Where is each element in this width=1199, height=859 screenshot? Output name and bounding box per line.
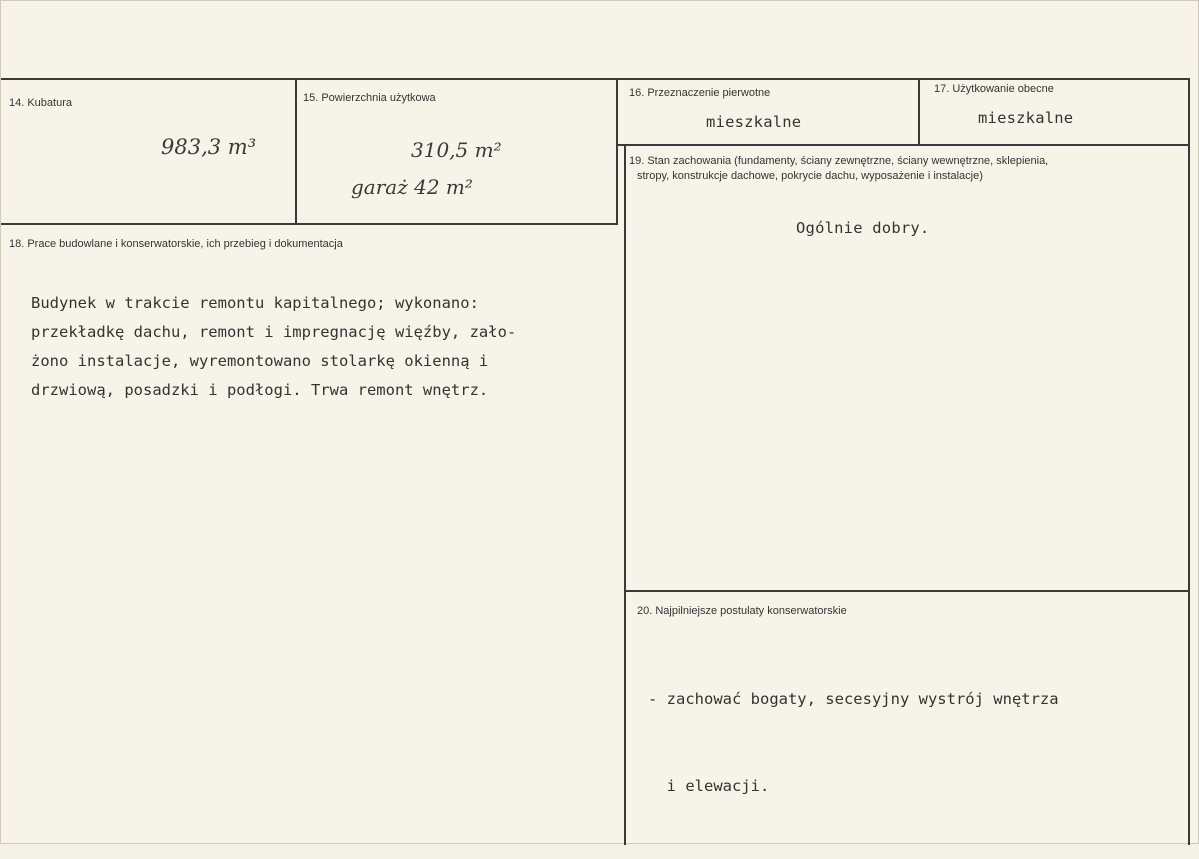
field-18-line: Budynek w trakcie remontu kapitalnego; wykonano: (31, 294, 479, 312)
rule-v-14-15 (295, 78, 297, 224)
field-20-label: 20. Najpilniejsze postulaty konserwatorskie (637, 605, 847, 617)
field-16-label: 16. Przeznaczenie pierwotne (629, 87, 771, 99)
field-18-text (31, 289, 516, 405)
rule-v-right-edge (1188, 78, 1190, 845)
field-14-label: 14. Kubatura (9, 97, 72, 109)
field-16-value: mieszkalne (706, 113, 802, 131)
field-17-label: 17. Użytkowanie obecne (934, 83, 1054, 95)
field-20-text (648, 627, 1059, 859)
rule-f19-bottom (624, 590, 1190, 592)
rule-v-main (624, 144, 626, 845)
field-18-line: żono instalacje, wyremontowano stolarkę okienną i (31, 352, 489, 370)
field-15-value: 310,5 m² (411, 138, 502, 162)
top-rule (1, 78, 1190, 80)
field-15-label: 15. Powierzchnia użytkowa (303, 92, 436, 104)
field-18-label: 18. Prace budowlane i konserwatorskie, ich przebieg i dokumentacja (9, 238, 343, 250)
field-20-line: i elewacji. (648, 777, 770, 795)
rule-row1-bottom-left (1, 223, 618, 225)
rule-v-16-17 (918, 78, 920, 145)
field-19-label-line1: 19. Stan zachowania (fundamenty, ściany zewnętrzne, ściany wewnętrzne, sklepienia, (629, 155, 1049, 167)
field-19-value: Ogólnie dobry. (796, 219, 930, 237)
field-14-value: 983,3 m³ (161, 135, 257, 159)
field-20-line: - zachować bogaty, secesyjny wystrój wnętrza (648, 690, 1059, 708)
field-18-line: drzwiową, posadzki i podłogi. Trwa remont wnętrz. (31, 381, 489, 399)
field-19-label-line2: stropy, konstrukcje dachowe, pokrycie dachu, wyposażenie i instalacje) (637, 170, 983, 182)
field-15-value-garage: garaż 42 m² (351, 175, 473, 199)
rule-row1-bottom-right (618, 144, 1190, 146)
field-18-line: przekładkę dachu, remont i impregnację więźby, zało- (31, 323, 517, 341)
field-17-value: mieszkalne (978, 109, 1074, 127)
rule-v-left-right (616, 78, 618, 224)
